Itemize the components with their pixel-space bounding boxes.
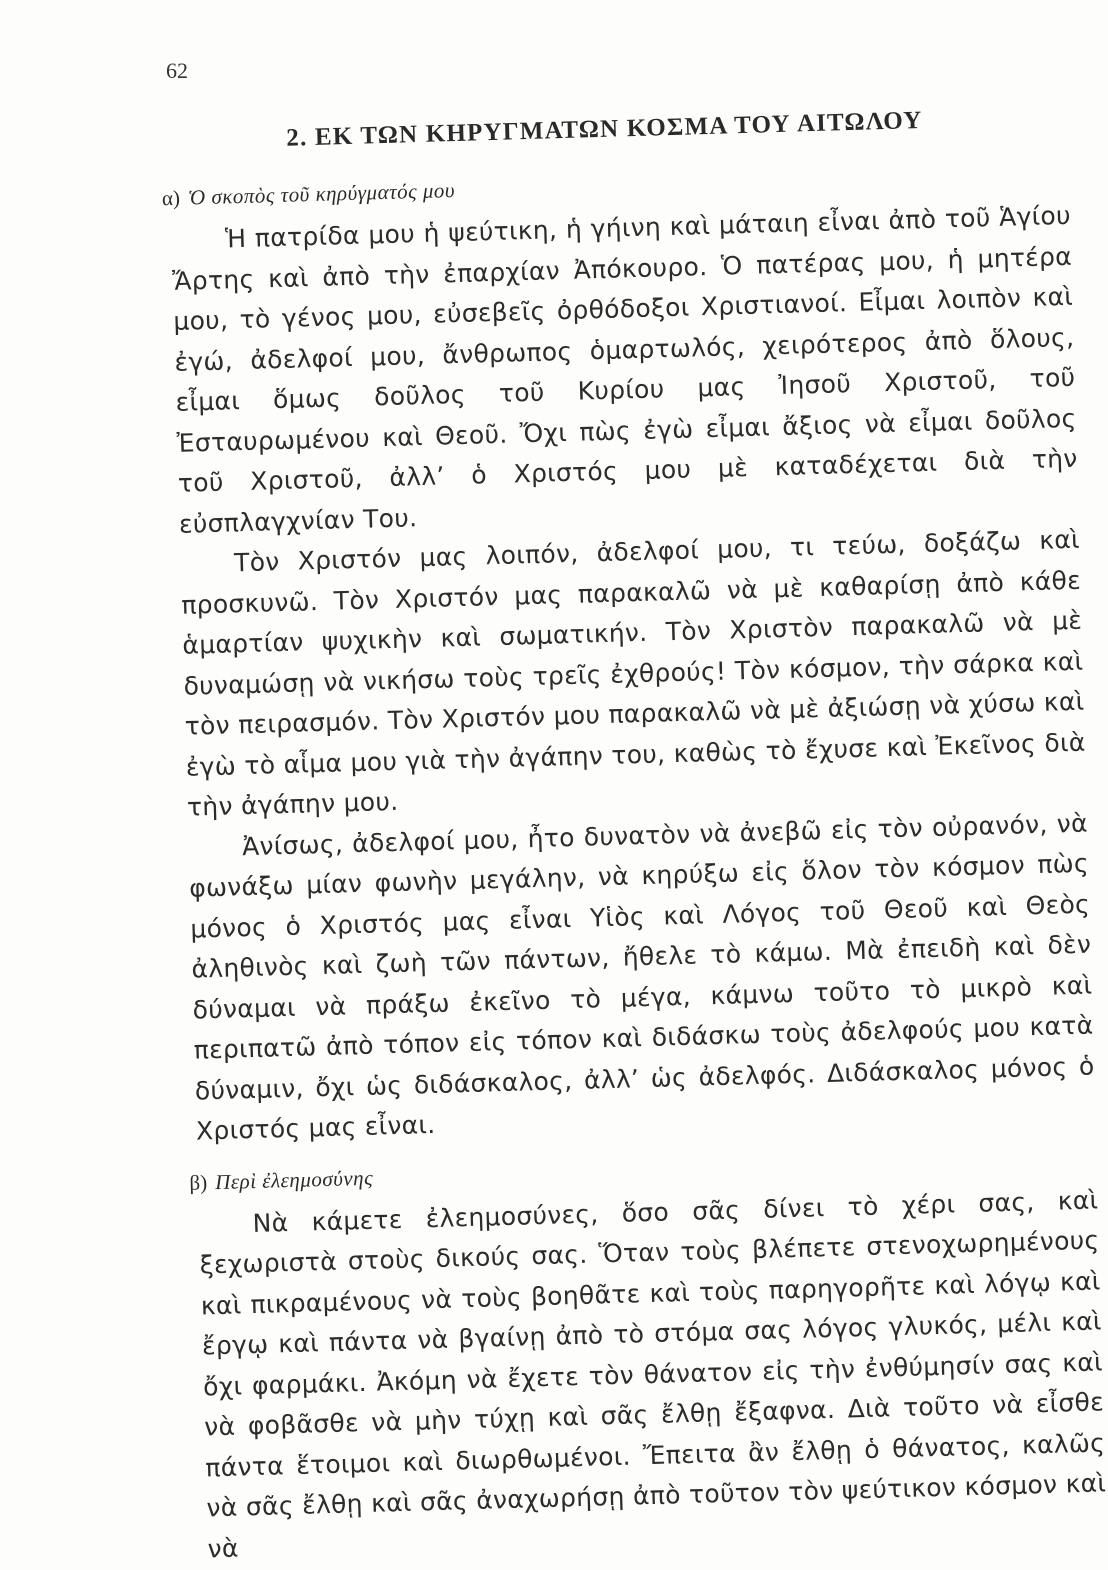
- section-marker: α): [161, 185, 181, 211]
- section-purpose-of-sermon: [161, 161, 1097, 1152]
- page-number: 62: [166, 58, 188, 83]
- section-heading-text: Περὶ ἐλεημοσύνης: [214, 1165, 374, 1194]
- section-heading-text: Ὁ σκοπὸς τοῦ κηρύγματός μου: [187, 178, 456, 210]
- section-marker: β): [189, 1169, 208, 1195]
- text-block: [161, 103, 1108, 1570]
- section-on-charity: [189, 1145, 1108, 1569]
- paragraph: Ἡ πατρίδα μου ἡ ψεύτικη, ἡ γήινη καὶ μάταιη εἶναι ἀπὸ τοῦ Ἁγίου Ἄρτης καὶ ἀπὸ τὴν ἐπαρχίαν Ἀπόκουρο. Ὁ πατέρας μου, ἡ μητέρα μου, τὸ γένος μου, εὐσεβεῖς ὀρθόδοξοι Χριστιανοί. Εἶμαι λοιπὸν καὶ ἐγώ, ἀδελφοί μου, ἄνθρωπος ὁμαρτωλός, χειρότερος ἀπὸ ὅλους, εἶμαι ὅμως δοῦλος τοῦ Κυρίου μας Ἰησοῦ Χριστοῦ, τοῦ Ἐσταυρωμένου καὶ Θεοῦ. Ὄχι πὼς ἐγὼ εἶμαι ἄξιος νὰ εἶμαι δοῦλος τοῦ Χριστοῦ, ἀλλ’ ὁ Χριστός μου μὲ καταδέχεται διὰ τὴν εὐσπλαγχνίαν Του.: [171, 200, 1078, 539]
- chapter-title: 2. ΕΚ ΤΩΝ ΚΗΡΥΓΜΑΤΩΝ ΚΟΣΜΑ ΤΟΥ ΑΙΤΩΛΟΥ: [285, 106, 923, 152]
- paragraph: Ἀνίσως, ἀδελφοί μου, ἦτο δυνατὸν νὰ ἀνεβῶ εἰς τὸν οὐρανόν, νὰ φωνάξω μίαν φωνὴν μεγάλην, νὰ κηρύξω εἰς ὅλον τὸν κόσμον πὼς μόνος ὁ Χριστός μας εἶναι Υἱὸς καὶ Λόγος τοῦ Θεοῦ καὶ Θεὸς ἀληθινὸς καὶ ζωὴ τῶν πάντων, ἤθελε τὸ κάμω. Μὰ ἐπειδὴ καὶ δὲν δύναμαι νὰ πράξω ἐκεῖνο τὸ μέγα, κάμνω τοῦτο τὸ μικρὸ καὶ περιπατῶ ἀπὸ τόπον εἰς τόπον καὶ διδάσκω τοὺς ἀδελφούς μου κατὰ δύναμιν, ὄχι ὡς διδάσκαλος, ἀλλ’ ὡς ἀδελφός. Διδάσκαλος μόνος ὁ Χριστός μας εἶναι.: [188, 808, 1095, 1146]
- paragraph: Τὸν Χριστόν μας λοιπόν, ἀδελφοί μου, τι τεύω, δοξάζω καὶ προσκυνῶ. Τὸν Χριστόν μας παρακαλῶ νὰ μὲ καθαρίσῃ ἀπὸ κάθε ἁμαρτίαν ψυχικὴν καὶ σωματικήν. Τὸν Χριστὸν παρακαλῶ νὰ μὲ δυναμώσῃ νὰ νικήσω τοὺς τρεῖς ἐχθρούς! Τὸν κόσμον, τὴν σάρκα καὶ τὸν πειρασμόν. Τὸν Χριστόν μου παρακαλῶ νὰ μὲ ἀξιώσῃ νὰ χύσω καὶ ἐγὼ τὸ αἷμα μου γιὰ τὴν ἀγάπην του, καθὼς τὸ ἔχυσε καὶ Ἐκεῖνος διὰ τὴν ἀγάπην μου.: [180, 524, 1086, 822]
- paragraph: Νὰ κάμετε ἐλεημοσύνες, ὅσο σᾶς δίνει τὸ χέρι σας, καὶ ξεχωριστὰ στοὺς δικούς σας. Ὅταν τοὺς βλέπετε στενοχωρημένους καὶ πικραμένους νὰ τοὺς βοηθᾶτε καὶ τοὺς παρηγορῆτε καὶ λόγῳ καὶ ἔργῳ καὶ πάντα νὰ βγαίνῃ ἀπὸ τὸ στόμα σας λόγος γλυκός, μέλι καὶ ὄχι φαρμάκι. Ἀκόμη νὰ ἔχετε τὸν θάνατον εἰς τὴν ἐνθύμησίν σας καὶ νὰ φοβᾶσθε νὰ μὴν τύχῃ καὶ σᾶς ἔλθῃ ἔξαφνα. Διὰ τοῦτο νὰ εἶσθε πάντα ἕτοιμοι καὶ διωρθωμένοι. Ἔπειτα ἂν ἔλθῃ ὁ θάνατος, καλῶς νὰ σᾶς ἔλθῃ καὶ σᾶς ἀναχωρήσῃ ἀπὸ τοῦτον τὸν ψεύτικον κόσμον καὶ νὰ: [199, 1184, 1107, 1563]
